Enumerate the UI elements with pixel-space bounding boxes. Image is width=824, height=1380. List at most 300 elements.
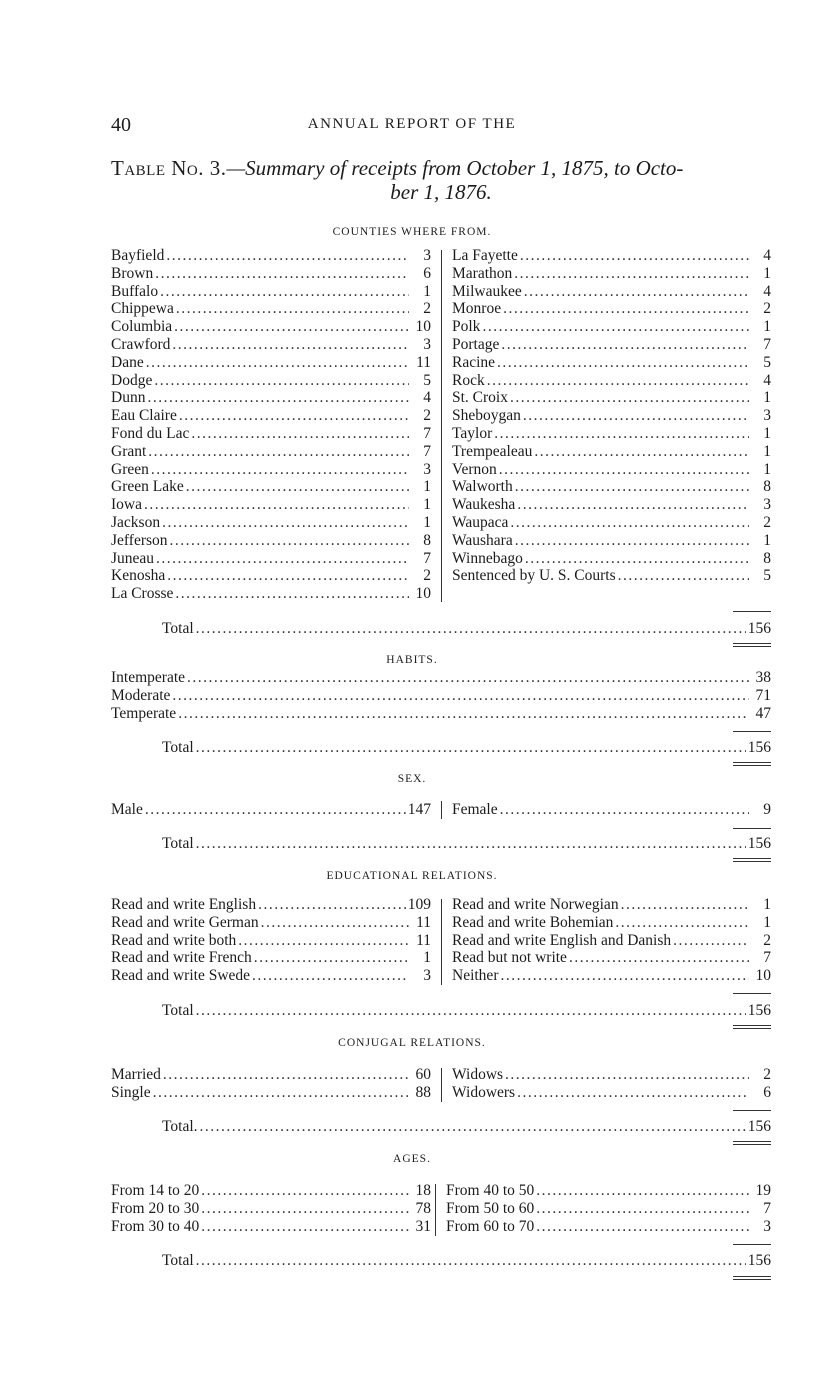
table-row [452, 914, 771, 932]
row-label: Green [111, 460, 149, 478]
row-value: 88 [415, 1083, 431, 1101]
row-value: 147 [407, 801, 431, 818]
row-value: 1 [763, 896, 771, 913]
ages-column-divider [435, 1184, 436, 1236]
row-label: Monroe [452, 300, 502, 318]
row-label: Vernon [452, 460, 497, 478]
row-value: 5 [763, 567, 771, 585]
table-row [452, 461, 771, 479]
leader-dots [201, 1200, 409, 1218]
conjugal-double-rule-top [733, 1141, 771, 1142]
leader-dots [517, 1084, 749, 1102]
row-value: 11 [416, 931, 431, 949]
row-value: 1 [763, 264, 771, 282]
leader-dots [252, 967, 409, 985]
habits-total-row [162, 739, 771, 757]
sex-double-rule-bottom [733, 861, 771, 862]
conjugal-total-label: Total. [162, 1118, 198, 1135]
table-row [452, 801, 771, 819]
leader-dots [155, 265, 409, 283]
leader-dots [254, 949, 409, 967]
table-row [111, 354, 431, 372]
row-label: Read and write Swede [111, 967, 251, 985]
row-label: Read and write Norwegian [452, 896, 619, 913]
row-value: 38 [755, 669, 771, 686]
leader-dots [615, 914, 749, 932]
row-label: Read and write English [111, 896, 257, 913]
row-value: 109 [407, 896, 431, 913]
sex-total-value: 156 [747, 835, 771, 852]
table-row [111, 532, 431, 550]
row-value: 8 [423, 531, 431, 549]
table-row [111, 585, 431, 603]
row-label: Milwaukee [452, 282, 522, 300]
row-value: 6 [763, 1083, 771, 1101]
row-value: 3 [423, 335, 431, 353]
row-label: Waukesha [452, 496, 516, 514]
conjugal-total-value: 156 [747, 1118, 771, 1135]
row-value: 1 [763, 389, 771, 407]
conjugal-sum-rule [733, 1110, 771, 1111]
row-label: Read but not write [452, 949, 567, 967]
row-label: Married [111, 1066, 161, 1083]
leader-dots [154, 372, 409, 390]
table-row [446, 1182, 771, 1200]
row-label: Buffalo [111, 282, 159, 300]
table-title [111, 156, 771, 204]
counties-total-row [162, 620, 771, 638]
conjugal-right-list [452, 1066, 771, 1102]
row-label: From 40 to 50 [446, 1182, 535, 1199]
leader-dots [500, 967, 749, 985]
row-value: 3 [423, 967, 431, 985]
table-row [446, 1200, 771, 1218]
leader-dots [148, 443, 409, 461]
table-row [452, 443, 771, 461]
row-value: 71 [755, 686, 771, 704]
row-label: Single [111, 1083, 151, 1101]
leader-dots [514, 265, 749, 283]
row-value: 18 [415, 1182, 431, 1199]
leader-dots [501, 336, 749, 354]
table-row [452, 532, 771, 550]
row-value: 8 [763, 478, 771, 496]
row-value: 11 [416, 913, 431, 931]
table-row [111, 318, 431, 336]
row-label: Iowa [111, 496, 142, 514]
row-label: Portage [452, 335, 500, 353]
counties-heading: COUNTIES WHERE FROM. [332, 226, 492, 238]
leader-dots [494, 425, 749, 443]
table-row [452, 372, 771, 390]
row-value: 2 [763, 1066, 771, 1083]
row-label: From 20 to 30 [111, 1199, 200, 1217]
table-row [452, 389, 771, 407]
row-value: 1 [763, 442, 771, 460]
row-label: Widows [452, 1066, 504, 1083]
row-label: Read and write Bohemian [452, 913, 614, 931]
table-row [452, 1066, 771, 1084]
row-value: 8 [763, 549, 771, 567]
row-label: Marathon [452, 264, 513, 282]
table-row [111, 265, 431, 283]
habits-double-rule-top [733, 762, 771, 763]
leader-dots [261, 914, 409, 932]
leader-dots [621, 896, 749, 914]
leader-dots [145, 801, 406, 819]
row-label: Bayfield [111, 247, 165, 264]
row-value: 31 [415, 1217, 431, 1235]
leader-dots [238, 932, 409, 950]
leader-dots [166, 247, 409, 265]
leader-dots [673, 932, 749, 950]
row-value: 7 [423, 549, 431, 567]
leader-dots [151, 461, 409, 479]
row-label: Chippewa [111, 300, 174, 318]
row-label: Male [111, 801, 143, 818]
habits-list [111, 669, 771, 722]
row-value: 6 [423, 264, 431, 282]
row-value: 1 [423, 513, 431, 531]
row-label: Intemperate [111, 669, 186, 686]
table-row [452, 265, 771, 283]
sex-left-list [111, 801, 431, 819]
row-value: 1 [423, 496, 431, 514]
table-row [452, 247, 771, 265]
leader-dots [196, 1002, 746, 1020]
row-label: Read and write French [111, 949, 252, 967]
leader-dots [170, 532, 409, 550]
leader-dots [175, 585, 409, 603]
leader-dots [525, 550, 749, 568]
leader-dots [487, 372, 749, 390]
row-value: 9 [763, 801, 771, 818]
leader-dots [201, 1182, 409, 1200]
row-value: 2 [763, 300, 771, 318]
habits-total-label: Total [162, 739, 194, 756]
table-row [111, 300, 431, 318]
table-row [452, 932, 771, 950]
table-row [111, 550, 431, 568]
leader-dots [523, 407, 749, 425]
row-value: 7 [763, 949, 771, 967]
conjugal-total-row [162, 1118, 771, 1136]
educational-heading: EDUCATIONAL RELATIONS. [326, 870, 498, 882]
table-row [452, 949, 771, 967]
leader-dots [520, 247, 749, 265]
table-row [111, 283, 431, 301]
row-label: Kenosha [111, 567, 166, 585]
table-row [452, 514, 771, 532]
conjugal-column-divider [441, 1068, 442, 1102]
row-value: 3 [423, 460, 431, 478]
leader-dots [172, 336, 409, 354]
table-row [111, 514, 431, 532]
running-head: ANNUAL REPORT OF THE [307, 116, 517, 132]
row-label: Jefferson [111, 531, 168, 549]
leader-dots [196, 835, 746, 853]
ages-total-label: Total [162, 1252, 194, 1269]
row-value: 78 [415, 1199, 431, 1217]
leader-dots [201, 1218, 409, 1236]
row-label: From 30 to 40 [111, 1217, 200, 1235]
row-label: Rock [452, 371, 485, 389]
table-row [452, 567, 771, 585]
row-value: 2 [423, 300, 431, 318]
row-value: 7 [423, 442, 431, 460]
leader-dots [186, 478, 409, 496]
leader-dots [536, 1200, 749, 1218]
table-row [111, 478, 431, 496]
table-row [111, 705, 771, 723]
row-label: Grant [111, 442, 147, 460]
table-row [111, 407, 431, 425]
counties-total-value: 156 [747, 620, 771, 637]
row-label: Green Lake [111, 478, 184, 496]
educational-column-divider [441, 899, 442, 985]
row-label: Neither [452, 967, 499, 985]
leader-dots [505, 1066, 749, 1084]
table-row [452, 354, 771, 372]
row-label: Fond du Lac [111, 424, 190, 442]
leader-dots [179, 407, 409, 425]
leader-dots [153, 1084, 409, 1102]
row-value: 7 [423, 424, 431, 442]
leader-dots [569, 949, 749, 967]
leader-dots [499, 461, 749, 479]
table-row [111, 967, 431, 985]
table-row [111, 496, 431, 514]
leader-dots [497, 354, 749, 372]
leader-dots [534, 443, 749, 461]
leader-dots [196, 739, 746, 757]
leader-dots [176, 300, 409, 318]
leader-dots [167, 567, 409, 585]
habits-double-rule-bottom [733, 765, 771, 766]
row-label: Winnebago [452, 549, 523, 567]
table-row [111, 1084, 431, 1102]
row-value: 4 [763, 247, 771, 264]
row-label: Dunn [111, 389, 146, 407]
table-row [452, 283, 771, 301]
row-value: 2 [423, 407, 431, 425]
row-value: 11 [416, 353, 431, 371]
leader-dots [162, 514, 409, 532]
educational-double-rule-bottom [733, 1028, 771, 1029]
leader-dots [536, 1182, 749, 1200]
table-label: Table No. 3. [111, 156, 227, 180]
table-row [452, 407, 771, 425]
counties-left-list [111, 247, 431, 603]
row-value: 1 [423, 282, 431, 300]
row-value: 3 [763, 407, 771, 425]
table-row [452, 496, 771, 514]
leader-dots [196, 620, 746, 638]
row-value: 1 [763, 460, 771, 478]
table-row [452, 1084, 771, 1102]
table-row [111, 372, 431, 390]
row-value: 7 [763, 1199, 771, 1217]
row-value: 10 [415, 585, 431, 603]
row-value: 10 [415, 318, 431, 336]
row-label: Taylor [452, 424, 493, 442]
row-value: 1 [423, 478, 431, 496]
habits-sum-rule [733, 731, 771, 732]
row-value: 60 [415, 1066, 431, 1083]
row-value: 2 [763, 931, 771, 949]
counties-double-rule-bottom [733, 646, 771, 647]
sex-heading: SEX. [397, 773, 427, 785]
row-value: 4 [763, 371, 771, 389]
leader-dots [524, 283, 749, 301]
table-row [111, 461, 431, 479]
row-label: Columbia [111, 318, 173, 336]
row-value: 3 [763, 496, 771, 514]
sex-right-list [452, 801, 771, 819]
table-row [111, 932, 431, 950]
row-label: From 50 to 60 [446, 1199, 535, 1217]
table-row [452, 967, 771, 985]
habits-heading: HABITS. [386, 654, 438, 666]
table-row [111, 687, 771, 705]
table-row [111, 567, 431, 585]
counties-sum-rule [733, 611, 771, 612]
sex-double-rule-top [733, 858, 771, 859]
row-value: 4 [423, 389, 431, 407]
row-label: Walworth [452, 478, 513, 496]
row-label: Moderate [111, 686, 171, 704]
row-value: 47 [755, 704, 771, 722]
row-label: Sentenced by U. S. Courts [452, 567, 616, 585]
leader-dots [144, 496, 409, 514]
leader-dots [482, 318, 749, 336]
table-row [111, 669, 771, 687]
row-value: 1 [423, 949, 431, 967]
leader-dots [187, 669, 749, 687]
habits-total-value: 156 [747, 739, 771, 756]
row-value: 10 [755, 967, 771, 985]
ages-sum-rule [733, 1244, 771, 1245]
leader-dots [146, 354, 409, 372]
leader-dots [191, 425, 409, 443]
row-label: Crawford [111, 335, 171, 353]
row-label: Racine [452, 353, 496, 371]
leader-dots [517, 496, 749, 514]
row-value: 2 [763, 513, 771, 531]
row-value: 3 [423, 247, 431, 264]
table-row [452, 300, 771, 318]
leader-dots [163, 1066, 409, 1084]
leader-dots [156, 550, 409, 568]
row-value: 1 [763, 531, 771, 549]
ages-left-list [111, 1182, 431, 1235]
ages-double-rule-top [733, 1276, 771, 1277]
leader-dots [258, 896, 406, 914]
table-row [111, 336, 431, 354]
table-row [452, 318, 771, 336]
educational-sum-rule [733, 993, 771, 994]
row-label: Read and write English and Danish [452, 931, 672, 949]
row-label: Brown [111, 264, 154, 282]
counties-column-divider [441, 250, 442, 602]
table-row [111, 949, 431, 967]
row-label: Read and write German [111, 913, 259, 931]
row-label: Juneau [111, 549, 155, 567]
row-label: St. Croix [452, 389, 508, 407]
row-label: Sheboygan [452, 407, 521, 425]
leader-dots [172, 687, 749, 705]
row-label: Female [452, 801, 498, 818]
counties-right-list [452, 247, 771, 585]
row-label: Trempealeau [452, 442, 533, 460]
row-value: 1 [763, 913, 771, 931]
table-row [452, 896, 771, 914]
counties-total-label: Total [162, 620, 194, 637]
row-label: From 60 to 70 [446, 1217, 535, 1235]
row-label: Waushara [452, 531, 513, 549]
row-label: La Crosse [111, 585, 174, 603]
leader-dots [536, 1218, 749, 1236]
leader-dots [196, 1252, 746, 1270]
conjugal-left-list [111, 1066, 431, 1102]
ages-double-rule-bottom [733, 1279, 771, 1280]
row-label: Widowers [452, 1083, 516, 1101]
sex-sum-rule [733, 828, 771, 829]
table-row [111, 247, 431, 265]
ages-right-list [446, 1182, 771, 1235]
row-label: Eau Claire [111, 407, 177, 425]
leader-dots [510, 514, 749, 532]
ages-heading: AGES. [393, 1153, 431, 1165]
table-row [111, 801, 431, 819]
leader-dots [500, 801, 749, 819]
table-row [111, 1066, 431, 1084]
leader-dots [515, 532, 749, 550]
ages-total-value: 156 [747, 1252, 771, 1269]
educational-right-list [452, 896, 771, 985]
row-value: 1 [763, 318, 771, 336]
row-label: Polk [452, 318, 481, 336]
leader-dots [147, 389, 409, 407]
row-value: 7 [763, 335, 771, 353]
counties-double-rule-top [733, 643, 771, 644]
sex-total-label: Total [162, 835, 194, 852]
leader-dots [174, 318, 409, 336]
leader-dots [503, 300, 749, 318]
row-value: 1 [763, 424, 771, 442]
row-label: Waupaca [452, 513, 509, 531]
sex-column-divider [441, 801, 442, 819]
row-label: La Fayette [452, 247, 518, 264]
row-label: Jackson [111, 513, 161, 531]
sex-total-row [162, 835, 771, 853]
row-value: 19 [755, 1182, 771, 1199]
educational-total-row [162, 1002, 771, 1020]
leader-dots [200, 1118, 746, 1136]
table-row [446, 1218, 771, 1236]
row-value: 5 [423, 371, 431, 389]
educational-total-value: 156 [747, 1002, 771, 1019]
table-row [111, 914, 431, 932]
table-row [111, 1182, 431, 1200]
row-label: Temperate [111, 704, 177, 722]
row-value: 4 [763, 282, 771, 300]
row-value: 2 [423, 567, 431, 585]
table-row [111, 1218, 431, 1236]
row-label: Dodge [111, 371, 153, 389]
educational-total-label: Total [162, 1002, 194, 1019]
leader-dots [510, 389, 749, 407]
